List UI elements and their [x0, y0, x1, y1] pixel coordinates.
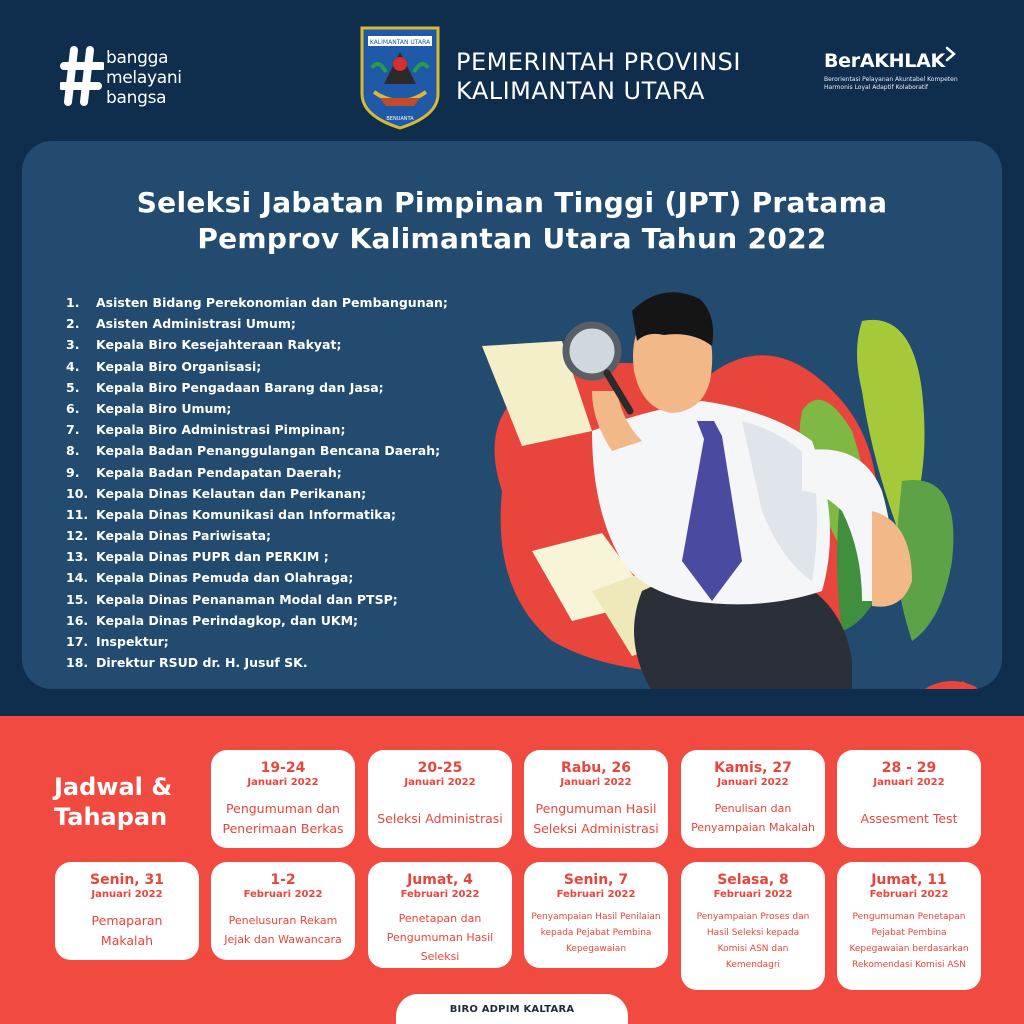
kalimantan-utara-emblem — [358, 24, 442, 132]
schedule-heading — [54, 772, 172, 832]
list-item-text: Kepala Biro Organisasi; — [96, 358, 262, 374]
list-item-number: 5. — [66, 379, 80, 395]
schedule-card — [837, 750, 981, 848]
schedule-section — [0, 716, 1024, 1024]
schedule-card — [368, 750, 512, 848]
schedule-heading-line2: Tahapan — [54, 803, 168, 831]
list-item-number: 12. — [66, 528, 89, 544]
list-item — [66, 465, 448, 486]
hashtag-line: melayani — [106, 68, 182, 88]
list-item — [66, 592, 448, 613]
list-item — [66, 295, 448, 316]
schedule-card-desc — [368, 909, 512, 966]
schedule-card-date: Kamis, 27 — [714, 760, 792, 776]
list-item-text: Kepala Biro Pengadaan Barang dan Jasa; — [96, 379, 384, 395]
schedule-card-desc-line: Pengumuman Hasil — [535, 801, 657, 816]
schedule-card-desc-line: Pemaparan — [91, 913, 163, 928]
schedule-card — [211, 750, 355, 848]
schedule-card-desc — [681, 909, 825, 973]
schedule-card-desc — [837, 809, 981, 829]
list-item-text: Asisten Bidang Perekonomian dan Pembangunan; — [96, 295, 448, 310]
schedule-card-desc-line: Penerimaan Berkas — [222, 821, 344, 836]
list-item-number: 13. — [66, 549, 89, 565]
list-item-text: Kepala Dinas Perindagkop, dan UKM; — [96, 612, 359, 628]
schedule-card-month: Februari 2022 — [400, 889, 480, 900]
schedule-card-desc-line: Pengumuman dan — [226, 801, 340, 816]
schedule-card-desc — [681, 799, 825, 837]
schedule-card-desc-line: Seleksi — [420, 950, 460, 963]
schedule-card-date: Rabu, 26 — [561, 760, 631, 776]
list-item — [66, 401, 448, 422]
schedule-card-desc — [368, 809, 512, 829]
government-title-line1: PEMERINTAH PROVINSI — [456, 48, 741, 76]
schedule-card-desc-line: Kemendagri — [725, 960, 781, 970]
schedule-card-month: Januari 2022 — [247, 777, 319, 788]
list-item-number: 14. — [66, 570, 89, 586]
schedule-card-desc-line: Penyampaian Proses dan — [696, 912, 810, 922]
schedule-card-desc — [211, 799, 355, 839]
list-item-text: Inspektur; — [96, 634, 169, 649]
list-item-number: 10. — [66, 485, 89, 501]
bangga-melayani-bangsa-logo — [60, 44, 220, 114]
schedule-card — [55, 862, 199, 960]
list-item-number: 8. — [66, 443, 80, 459]
schedule-card-desc — [837, 909, 981, 973]
schedule-card-desc-line: Kepegawaian — [565, 944, 627, 954]
schedule-card-desc-line: Penetapan dan — [398, 912, 482, 925]
schedule-card-month: Januari 2022 — [717, 777, 789, 788]
list-item — [66, 570, 448, 591]
list-item-text: Kepala Badan Pendapatan Daerah; — [96, 464, 342, 480]
list-item-text: Kepala Dinas PUPR dan PERKIM ; — [96, 549, 329, 565]
schedule-card-desc — [524, 799, 668, 839]
schedule-card — [681, 862, 825, 990]
page-title — [22, 185, 1002, 257]
list-item-text: Kepala Dinas Komunikasi dan Informatika; — [96, 506, 397, 522]
list-item — [66, 486, 448, 507]
emblem-banner-text: KALIMANTAN UTARA — [369, 39, 431, 46]
schedule-card-desc-line: Penulisan dan — [714, 802, 792, 815]
schedule-card-date: Jumat, 11 — [871, 872, 947, 888]
government-title-line2: KALIMANTAN UTARA — [456, 77, 705, 105]
list-item-text: Kepala Dinas Pariwisata; — [96, 528, 272, 544]
schedule-card-desc-line: Seleksi Administrasi — [533, 821, 659, 836]
schedule-card — [524, 862, 668, 968]
schedule-card-desc-line: Penelusuran Rekam — [228, 914, 338, 927]
list-item-number: 3. — [66, 337, 80, 353]
schedule-card-date: Senin, 7 — [563, 872, 629, 888]
list-item-number: 6. — [66, 400, 80, 416]
list-item — [66, 443, 448, 464]
list-item-text: Kepala Badan Penanggulangan Bencana Daerah; — [96, 443, 441, 459]
berakhlak-subtitle-line: Harmonis Loyal Adaptif Kolaboratif — [824, 84, 929, 91]
schedule-card-date: 1-2 — [270, 872, 296, 888]
schedule-card — [368, 862, 512, 968]
list-item-number: 2. — [66, 316, 80, 332]
list-item — [66, 634, 448, 655]
schedule-card — [837, 862, 981, 990]
schedule-card-desc-line: Penyampaian Makalah — [691, 821, 815, 834]
schedule-card-desc-line: Komisi ASN dan — [717, 944, 789, 954]
footer-credit-text: BIRO ADPIM KALTARA — [449, 1004, 575, 1015]
schedule-card-date: Senin, 31 — [90, 872, 164, 888]
hashtag-line: bangsa — [106, 88, 167, 108]
list-item — [66, 422, 448, 443]
list-item — [66, 507, 448, 528]
jpt-positions-list — [66, 295, 448, 676]
schedule-card-desc-line: Makalah — [100, 933, 154, 948]
schedule-heading-line1: Jadwal & — [54, 773, 173, 801]
list-item-text: Asisten Administrasi Umum; — [96, 316, 296, 332]
list-item-text: Direktur RSUD dr. H. Jusuf SK. — [96, 655, 308, 671]
list-item-text: Kepala Dinas Kelautan dan Perikanan; — [96, 485, 367, 501]
list-item — [66, 549, 448, 570]
list-item — [66, 337, 448, 358]
schedule-card-month: Januari 2022 — [91, 889, 163, 900]
berakhlak-wordmark: BerAKHLAK — [824, 50, 945, 72]
list-item — [66, 528, 448, 549]
list-item-number: 16. — [66, 612, 89, 628]
schedule-card-month: Februari 2022 — [713, 889, 793, 900]
emblem-motto-text: BENUANTA — [386, 116, 414, 122]
schedule-card-month: Februari 2022 — [243, 889, 323, 900]
hashtag-text — [106, 48, 182, 108]
list-item-text: Kepala Dinas Pemuda dan Olahraga; — [96, 570, 354, 586]
list-item-number: 4. — [66, 358, 80, 374]
schedule-card-month: Januari 2022 — [560, 777, 632, 788]
schedule-card-desc-line: Assesment Test — [860, 811, 958, 826]
list-item-text: Kepala Biro Umum; — [96, 400, 232, 416]
schedule-card-date: Selasa, 8 — [717, 872, 789, 888]
schedule-card-desc — [211, 911, 355, 949]
government-title — [456, 48, 741, 106]
schedule-card-desc-line: Seleksi Administrasi — [377, 811, 503, 826]
schedule-card-month: Februari 2022 — [556, 889, 636, 900]
list-item — [66, 655, 448, 676]
main-panel — [22, 141, 1002, 689]
list-item-text: Kepala Dinas Penanaman Modal dan PTSP; — [96, 591, 398, 607]
hashtag-icon — [60, 46, 104, 106]
schedule-card — [524, 750, 668, 848]
schedule-card — [211, 862, 355, 960]
schedule-card-desc-line: Jejak dan Wawancara — [224, 933, 342, 946]
list-item-number: 11. — [66, 506, 89, 522]
man-with-magnifying-glass-illustration — [442, 261, 1002, 689]
list-item — [66, 359, 448, 380]
page-title-line1: Seleksi Jabatan Pimpinan Tinggi (JPT) Pratama — [136, 186, 888, 219]
schedule-card-desc-line: Penyampaian Hasil Penilaian — [531, 912, 661, 922]
schedule-card-desc-line: Hasil Seleksi kepada — [706, 928, 800, 938]
list-item-text: Kepala Biro Administrasi Pimpinan; — [96, 422, 346, 438]
list-item-number: 18. — [66, 655, 89, 671]
list-item — [66, 613, 448, 634]
schedule-card-date: 28 - 29 — [881, 760, 937, 776]
schedule-card-desc-line: Rekomendasi Komisi ASN — [852, 960, 966, 970]
schedule-card-month: Januari 2022 — [404, 777, 476, 788]
schedule-card-month: Februari 2022 — [869, 889, 949, 900]
list-item-text: Kepala Biro Kesejahteraan Rakyat; — [96, 337, 342, 353]
berakhlak-subtitle — [824, 76, 984, 92]
schedule-card-desc-line: Kepegawaian berdasarkan — [849, 944, 969, 954]
list-item-number: 1. — [66, 295, 80, 310]
page-title-line2: Pemprov Kalimantan Utara Tahun 2022 — [197, 222, 827, 255]
hashtag-line: bangga — [106, 48, 169, 68]
chevron-right-icon — [944, 46, 958, 62]
schedule-card-desc-line: Pengumuman Penetapan — [852, 912, 966, 922]
header — [0, 0, 1024, 140]
schedule-card — [681, 750, 825, 848]
list-item-number: 7. — [66, 422, 80, 438]
schedule-card-desc-line: Pengumuman Hasil — [386, 931, 494, 944]
schedule-card-desc-line: Pejabat Pembina — [871, 928, 947, 938]
list-item-number: 15. — [66, 591, 89, 607]
list-item — [66, 380, 448, 401]
schedule-card-date: 20-25 — [417, 760, 463, 776]
berakhlak-subtitle-line: Berorientasi Pelayanan Akuntabel Kompeten — [824, 76, 958, 83]
list-item — [66, 316, 448, 337]
schedule-card-desc-line: kepada Pejabat Pembina — [540, 928, 652, 938]
schedule-card-date: 19-24 — [260, 760, 306, 776]
footer-credit — [396, 994, 628, 1024]
list-item-number: 9. — [66, 464, 80, 480]
schedule-card-month: Januari 2022 — [873, 777, 945, 788]
schedule-card-desc — [55, 911, 199, 951]
list-item-number: 17. — [66, 634, 89, 649]
schedule-card-date: Jumat, 4 — [407, 872, 473, 888]
schedule-card-desc — [524, 909, 668, 957]
berakhlak-logo — [824, 50, 984, 110]
